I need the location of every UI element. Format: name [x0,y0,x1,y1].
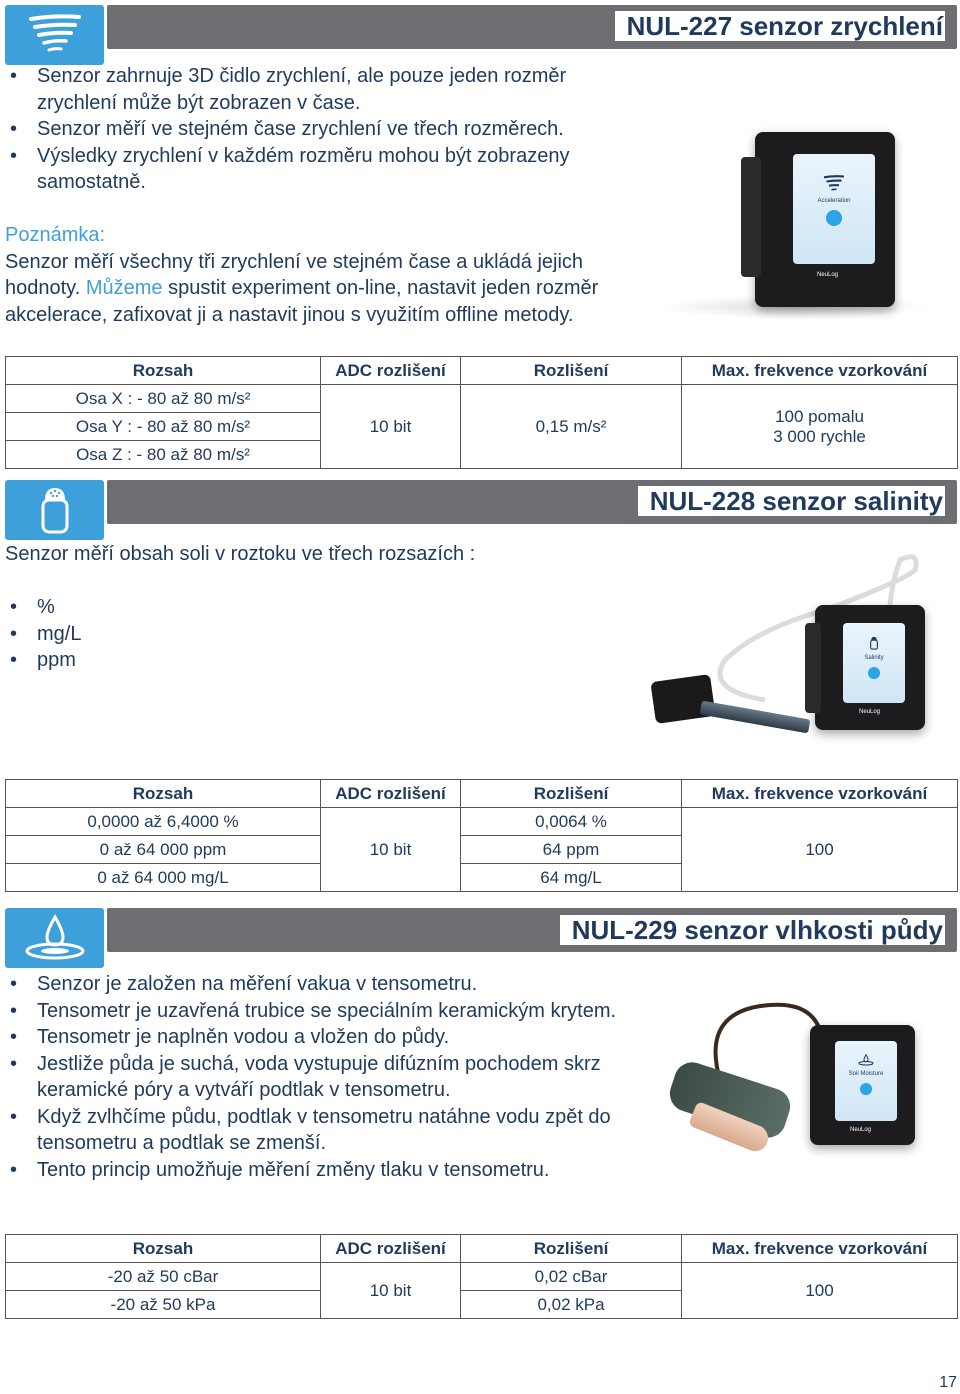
table-header-row [6,357,958,385]
adc-cell: 10 bit [321,808,461,892]
list-item: • Když zvlhčíme půdu, podtlak v tensometru natáhne vodu zpět do tensometru a podtlak se zmenší. [5,1104,645,1157]
list-item: • Senzor zahrnuje 3D čidlo zrychlení, ale pouze jeden rozměr zrychlení může být zobrazen v čase. [5,63,635,116]
column-header: Max. frekvence vzorkování [682,780,958,808]
device-button [868,667,880,679]
resolution-cell: 0,0064 % [461,808,682,836]
list-item: • ppm [5,647,305,674]
frequency-cell: 100 [682,1263,958,1319]
column-header: Rozlišení [461,357,682,385]
column-header: Max. frekvence vzorkování [682,1235,958,1263]
list-item: • Výsledky zrychlení v každém rozměru mohou být zobrazeny samostatně. [5,143,635,196]
list-item: • Tento princip umožňuje měření změny tlaku v tensometru. [5,1157,645,1184]
section-title-soil-moisture: NUL-229 senzor vlhkosti půdy [560,915,945,945]
salinity-sensor-image [645,540,955,760]
range-cell: 0 až 64 000 ppm [6,836,321,864]
frequency-fast: 3 000 rychle [773,426,866,446]
acceleration-sensor-image [645,120,945,350]
soil-moisture-spec-table [5,1234,958,1319]
page-number: 17 [939,1374,957,1391]
column-header: Rozsah [6,1235,321,1263]
range-cell: Osa Y : - 80 až 80 m/s² [6,413,321,441]
note-rest: spustit experiment on-line, nastavit jeden rozměr akcelerace, zafixovat ji a nastavit jinou s využitím offline metody. [5,277,599,326]
column-header: Rozlišení [461,1235,682,1263]
probe-body [650,674,715,724]
frequency-cell [682,385,958,469]
water-drop-icon [858,1053,874,1067]
column-header: Rozsah [6,780,321,808]
note-heading: Poznámka: [5,224,106,246]
column-header: ADC rozlišení [321,780,461,808]
table-header-row [6,780,958,808]
acceleration-icon [25,11,85,59]
device-button [860,1083,872,1095]
section-title-acceleration: NUL-227 senzor zrychlení [615,11,945,41]
section-icon-salinity [5,480,104,540]
device-logo: NeuLog [859,709,881,715]
adc-cell: 10 bit [321,385,461,469]
salt-shaker-icon [37,484,73,536]
column-header: Rozsah [6,357,321,385]
device-label: Acceleration [817,198,851,204]
resolution-cell: 0,02 cBar [461,1263,682,1291]
section-icon-soil-moisture [5,908,104,968]
acceleration-note [5,222,627,328]
acceleration-icon [821,174,847,194]
list-item: • Tensometr je uzavřená trubice se speciálním keramickým krytem. [5,998,645,1025]
note-highlight: Můžeme [85,277,163,299]
salinity-spec-table [5,779,958,892]
soil-moisture-bullets [5,971,645,1183]
device-label: Salinity [864,655,884,661]
resolution-cell: 64 ppm [461,836,682,864]
salt-shaker-icon [869,635,879,651]
column-header: Max. frekvence vzorkování [682,357,958,385]
table-header-row [6,1235,958,1263]
column-header: ADC rozlišení [321,1235,461,1263]
column-header: ADC rozlišení [321,357,461,385]
acceleration-spec-table [5,356,958,469]
acceleration-bullets [5,63,635,196]
device-label: Soil Moisture [848,1071,884,1077]
table-row [6,808,958,836]
list-item: • Jestliže půda je suchá, voda vystupuje difúzním pochodem skrz keramické póry a vytváří podtlak v tensometru. [5,1051,645,1104]
soil-moisture-sensor-image [650,990,950,1210]
range-cell: Osa Z : - 80 až 80 m/s² [6,441,321,469]
resolution-cell: 64 mg/L [461,864,682,892]
device-button [826,210,842,226]
device-logo: NeuLog [817,272,839,278]
adc-cell: 10 bit [321,1263,461,1319]
range-cell: -20 až 50 kPa [6,1291,321,1319]
range-cell: Osa X : - 80 až 80 m/s² [6,385,321,413]
list-item: • mg/L [5,621,305,648]
list-item: • Senzor je založen na měření vakua v tensometru. [5,971,645,998]
resolution-cell: 0,15 m/s² [461,385,682,469]
device-logo: NeuLog [850,1127,872,1133]
list-item: • Tensometr je naplněn vodou a vložen do půdy. [5,1024,645,1051]
note-text: Senzor měří všechny tři zrychlení ve stejném čase a ukládá jejich hodnoty. [5,250,584,299]
frequency-slow: 100 pomalu [775,406,864,426]
resolution-cell: 0,02 kPa [461,1291,682,1319]
note-body [5,249,627,329]
salinity-intro: Senzor měří obsah soli v roztoku ve třech rozsazích : [5,543,476,565]
table-row [6,385,958,413]
water-drop-icon [23,913,87,963]
range-cell: 0 až 64 000 mg/L [6,864,321,892]
column-header: Rozlišení [461,780,682,808]
section-icon-acceleration [5,5,104,65]
salinity-bullets [5,594,305,674]
section-title-salinity: NUL-228 senzor salinity [638,486,945,516]
frequency-cell: 100 [682,808,958,892]
range-cell: -20 až 50 cBar [6,1263,321,1291]
list-item: • % [5,594,305,621]
range-cell: 0,0000 až 6,4000 % [6,808,321,836]
list-item: • Senzor měří ve stejném čase zrychlení ve třech rozměrech. [5,116,635,143]
table-row [6,1263,958,1291]
